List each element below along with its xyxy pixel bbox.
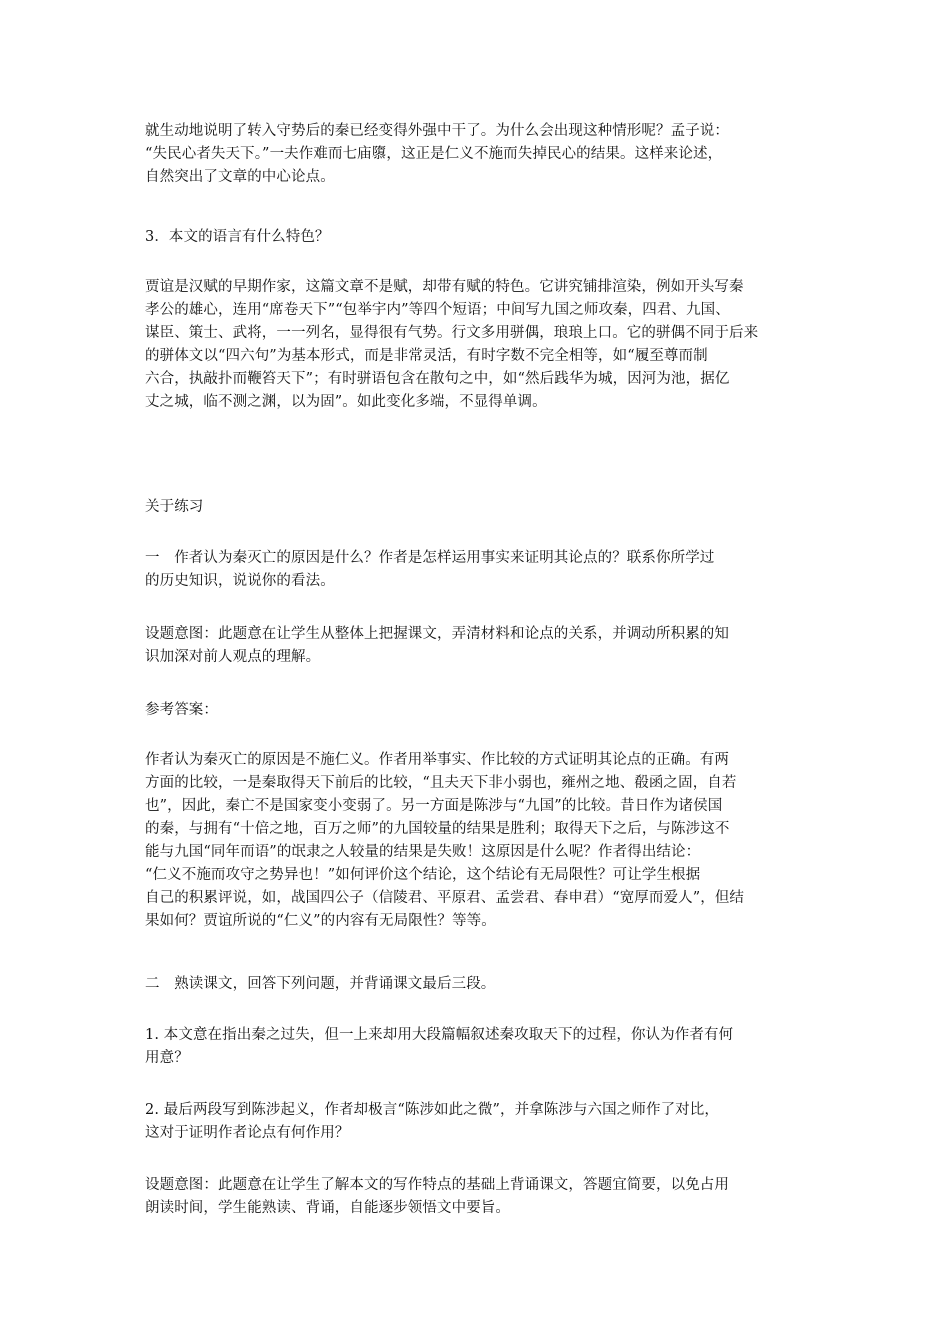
text-line: 就生动地说明了转入守势后的秦已经变得外强中干了。为什么会出现这种情形呢？孟子说： xyxy=(145,123,729,139)
text-line: 设题意图：此题意在让学生了解本文的写作特点的基础上背诵课文，答题宜简要，以免占用 xyxy=(145,1177,729,1193)
exercise-2-intent xyxy=(145,1174,815,1220)
exercise-section-title xyxy=(145,496,815,519)
text-line: 一 作者认为秦灭亡的原因是什么？作者是怎样运用事实来证明其论点的？联系你所学过 xyxy=(145,550,715,566)
text-line: 谋臣、策士、武将，一一列名，显得很有气势。行文多用骈偶，琅琅上口。它的骈偶不同于后来 xyxy=(145,325,759,341)
text-line: 方面的比较，一是秦取得天下前后的比较，“且夫天下非小弱也，雍州之地、殽函之固，自若 xyxy=(145,775,737,791)
text-line: 1. 本文意在指出秦之过失，但一上来却用大段篇幅叙述秦攻取天下的过程，你认为作者有何 xyxy=(145,1027,734,1043)
exercise-1-reference-label xyxy=(145,699,815,722)
exercise-1-intent xyxy=(145,623,815,669)
text-line: 也”，因此，秦亡不是国家变小变弱了。另一方面是陈涉与“九国”的比较。昔日作为诸侯国 xyxy=(145,798,723,814)
question-3-heading xyxy=(145,226,815,249)
text-line: 朗读时间，学生能熟读、背诵，自能逐步领悟文中要旨。 xyxy=(145,1200,510,1216)
text-line: 用意？ xyxy=(145,1050,189,1066)
text-line: 孝公的雄心，连用“席卷天下”“包举宇内”等四个短语；中间写九国之师攻秦，四君、九国、 xyxy=(145,302,730,318)
question-3-answer xyxy=(145,276,815,414)
summary-paragraph xyxy=(145,120,815,189)
text-line: 参考答案： xyxy=(145,702,218,718)
exercise-2-item-2 xyxy=(145,1099,815,1145)
text-line: 自己的积累评说，如，战国四公子（信陵君、平原君、孟尝君、春申君）“宽厚而爱人”，但结 xyxy=(145,890,745,906)
text-line: 的历史知识，说说你的看法。 xyxy=(145,573,335,589)
text-line: 的骈体文以“四六句”为基本形式，而是非常灵活，有时字数不完全相等，如“履至尊而制 xyxy=(145,348,708,364)
text-line: 自然突出了文章的中心论点。 xyxy=(145,169,335,185)
exercise-1-question xyxy=(145,547,815,593)
exercise-2-item-1 xyxy=(145,1024,815,1070)
text-line: “仁义不施而攻守之势异也！”如何评价这个结论，这个结论有无局限性？可让学生根据 xyxy=(145,867,701,883)
text-line: 这对于证明作者论点有何作用？ xyxy=(145,1125,350,1141)
text-line: “失民心者失天下。”一夫作难而七庙隳，这正是仁义不施而失掉民心的结果。这样来论述， xyxy=(145,146,723,162)
text-line: 关于练习 xyxy=(145,499,204,515)
text-line: 设题意图：此题意在让学生从整体上把握课文，弄清材料和论点的关系，并调动所积累的知 xyxy=(145,626,729,642)
text-line: 贾谊是汉赋的早期作家，这篇文章不是赋，却带有赋的特色。它讲究铺排渲染，例如开头写秦 xyxy=(145,279,744,295)
text-line: 二 熟读课文，回答下列问题，并背诵课文最后三段。 xyxy=(145,976,496,992)
exercise-2-question xyxy=(145,973,815,996)
text-line: 能与九国“同年而语”的氓隶之人较量的结果是失败！这原因是什么呢？作者得出结论： xyxy=(145,844,701,860)
text-line: 的秦，与拥有“十倍之地，百万之师”的九国较量的结果是胜利；取得天下之后，与陈涉这不 xyxy=(145,821,730,837)
text-line: 作者认为秦灭亡的原因是不施仁义。作者用举事实、作比较的方式证明其论点的正确。有两 xyxy=(145,752,729,768)
text-line: 六合，执敲扑而鞭笞天下”；有时骈语包含在散句之中，如“然后践华为城，因河为池，据亿 xyxy=(145,371,730,387)
exercise-1-answer xyxy=(145,749,815,933)
text-line: 识加深对前人观点的理解。 xyxy=(145,649,321,665)
text-line: 2. 最后两段写到陈涉起义，作者却极言“陈涉如此之微”，并拿陈涉与六国之师作了对比， xyxy=(145,1102,719,1118)
text-line: 丈之城，临不测之渊，以为固”。如此变化多端，不显得单调。 xyxy=(145,394,547,410)
text-line: 果如何？贾谊所说的“仁义”的内容有无局限性？等等。 xyxy=(145,913,496,929)
text-line: 3．本文的语言有什么特色？ xyxy=(145,229,330,245)
